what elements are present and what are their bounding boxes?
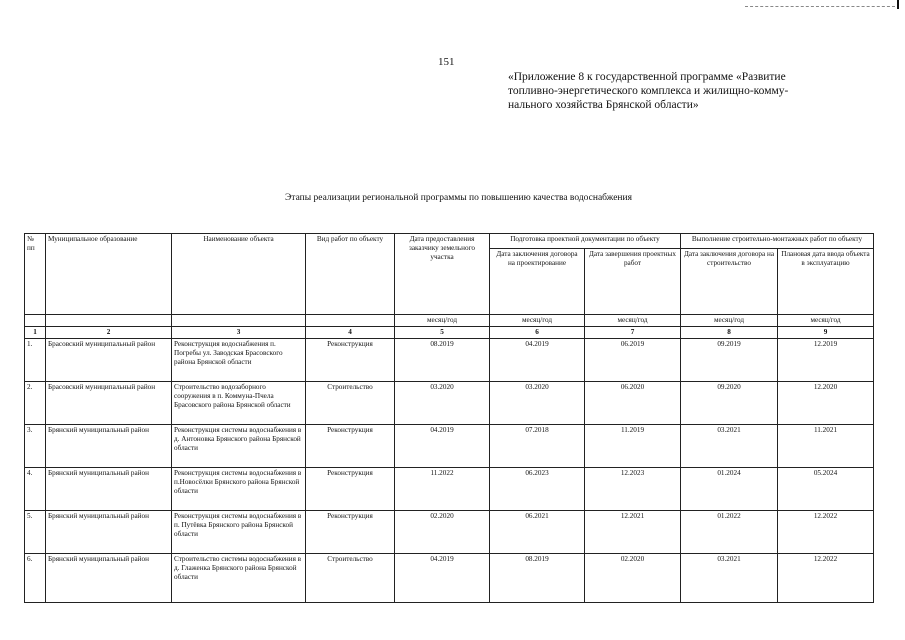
table-row <box>25 339 874 382</box>
appendix-line-3: нального хозяйства Брянской области» <box>508 99 699 111</box>
row-construction-contract: 09.2020 <box>681 382 778 425</box>
row-commissioning: 12.2019 <box>778 339 874 382</box>
column-number: 1 <box>25 327 46 339</box>
row-design-contract: 06.2021 <box>490 511 585 554</box>
page-number: 151 <box>438 56 455 68</box>
column-number: 8 <box>681 327 778 339</box>
header-commissioning: Плановая дата ввода объекта в эксплуатацию <box>778 248 874 314</box>
unit-cell: месяц/год <box>585 315 681 327</box>
row-work-type: Реконструкция <box>306 425 395 468</box>
header-object-name: Наименование объекта <box>172 234 306 315</box>
unit-cell-empty <box>25 315 46 327</box>
row-num: 5. <box>25 511 46 554</box>
row-commissioning: 11.2021 <box>778 425 874 468</box>
row-municipality: Брасовский муниципальный район <box>46 382 172 425</box>
row-design-contract: 04.2019 <box>490 339 585 382</box>
stages-table <box>24 233 874 603</box>
table-row <box>25 468 874 511</box>
column-number: 2 <box>46 327 172 339</box>
row-construction-contract: 01.2022 <box>681 511 778 554</box>
row-construction-contract: 03.2021 <box>681 554 778 603</box>
row-work-type: Реконструкция <box>306 511 395 554</box>
appendix-reference <box>508 70 838 112</box>
row-commissioning: 12.2022 <box>778 554 874 603</box>
row-commissioning: 12.2022 <box>778 511 874 554</box>
row-work-type: Реконструкция <box>306 468 395 511</box>
document-title: Этапы реализации региональной программы по повышению качества водоснабжения <box>285 193 632 203</box>
row-land-date: 11.2022 <box>395 468 490 511</box>
scan-artifact-line <box>745 6 895 8</box>
row-object: Реконструкция системы водоснабжения в п. Путёвка Брянского района Брянской области <box>172 511 306 554</box>
column-number: 9 <box>778 327 874 339</box>
column-number: 6 <box>490 327 585 339</box>
row-municipality: Брянский муниципальный район <box>46 554 172 603</box>
row-design-finish: 06.2020 <box>585 382 681 425</box>
header-municipality: Муниципальное образование <box>46 234 172 315</box>
unit-cell: месяц/год <box>490 315 585 327</box>
column-number: 7 <box>585 327 681 339</box>
unit-cell-empty <box>46 315 172 327</box>
row-land-date: 04.2019 <box>395 425 490 468</box>
header-row <box>25 234 874 249</box>
unit-cell-empty <box>306 315 395 327</box>
row-object: Реконструкция водоснабжения п. Погребы ул. Заводская Брасовского района Брянской области <box>172 339 306 382</box>
row-num: 6. <box>25 554 46 603</box>
row-num: 1. <box>25 339 46 382</box>
table-row <box>25 425 874 468</box>
row-design-contract: 03.2020 <box>490 382 585 425</box>
table-row <box>25 554 874 603</box>
header-design-group: Подготовка проектной документации по объекту <box>490 234 681 249</box>
unit-cell: месяц/год <box>395 315 490 327</box>
row-work-type: Строительство <box>306 382 395 425</box>
row-construction-contract: 03.2021 <box>681 425 778 468</box>
row-work-type: Реконструкция <box>306 339 395 382</box>
column-number: 5 <box>395 327 490 339</box>
row-municipality: Брянский муниципальный район <box>46 511 172 554</box>
table-row <box>25 511 874 554</box>
header-construction-group: Выполнение строительно-монтажных работ по объекту <box>681 234 874 249</box>
row-land-date: 02.2020 <box>395 511 490 554</box>
row-land-date: 03.2020 <box>395 382 490 425</box>
header-land-date: Дата предоставления заказчику земельного участка <box>395 234 490 315</box>
row-work-type: Строительство <box>306 554 395 603</box>
row-commissioning: 05.2024 <box>778 468 874 511</box>
row-num: 3. <box>25 425 46 468</box>
row-municipality: Брасовский муниципальный район <box>46 339 172 382</box>
units-row <box>25 315 874 327</box>
header-construction-contract: Дата заключения договора на строительство <box>681 248 778 314</box>
row-land-date: 04.2019 <box>395 554 490 603</box>
header-design-contract: Дата заключения договора на проектирование <box>490 248 585 314</box>
column-number: 3 <box>172 327 306 339</box>
scan-artifact-mark <box>897 0 899 9</box>
row-design-finish: 06.2019 <box>585 339 681 382</box>
unit-cell: месяц/год <box>681 315 778 327</box>
unit-cell: месяц/год <box>778 315 874 327</box>
column-number: 4 <box>306 327 395 339</box>
row-municipality: Брянский муниципальный район <box>46 425 172 468</box>
row-design-contract: 07.2018 <box>490 425 585 468</box>
row-design-contract: 08.2019 <box>490 554 585 603</box>
row-object: Строительство водозаборного сооружения в п. Коммуна-Пчела Брасовского района Брянской области <box>172 382 306 425</box>
row-design-finish: 12.2021 <box>585 511 681 554</box>
header-work-type: Вид работ по объекту <box>306 234 395 315</box>
row-num: 2. <box>25 382 46 425</box>
row-construction-contract: 09.2019 <box>681 339 778 382</box>
row-object: Реконструкция системы водоснабжения в п.Новосёлки Брянского района Брянской области <box>172 468 306 511</box>
row-design-finish: 12.2023 <box>585 468 681 511</box>
row-design-finish: 02.2020 <box>585 554 681 603</box>
header-num: № пп <box>25 234 46 315</box>
column-number-row <box>25 327 874 339</box>
row-commissioning: 12.2020 <box>778 382 874 425</box>
appendix-line-1: «Приложение 8 к государственной программе «Развитие <box>508 71 786 83</box>
unit-cell-empty <box>172 315 306 327</box>
table-row <box>25 382 874 425</box>
row-design-finish: 11.2019 <box>585 425 681 468</box>
row-design-contract: 06.2023 <box>490 468 585 511</box>
header-design-finish: Дата завершения проектных работ <box>585 248 681 314</box>
row-municipality: Брянский муниципальный район <box>46 468 172 511</box>
row-construction-contract: 01.2024 <box>681 468 778 511</box>
row-object: Строительство системы водоснабжения в д. Глаженка Брянского района Брянской области <box>172 554 306 603</box>
row-object: Реконструкция системы водоснабжения в д. Антоновка Брянского района Брянской области <box>172 425 306 468</box>
row-num: 4. <box>25 468 46 511</box>
row-land-date: 08.2019 <box>395 339 490 382</box>
appendix-line-2: топливно-энергетического комплекса и жилищно-комму- <box>508 85 789 97</box>
